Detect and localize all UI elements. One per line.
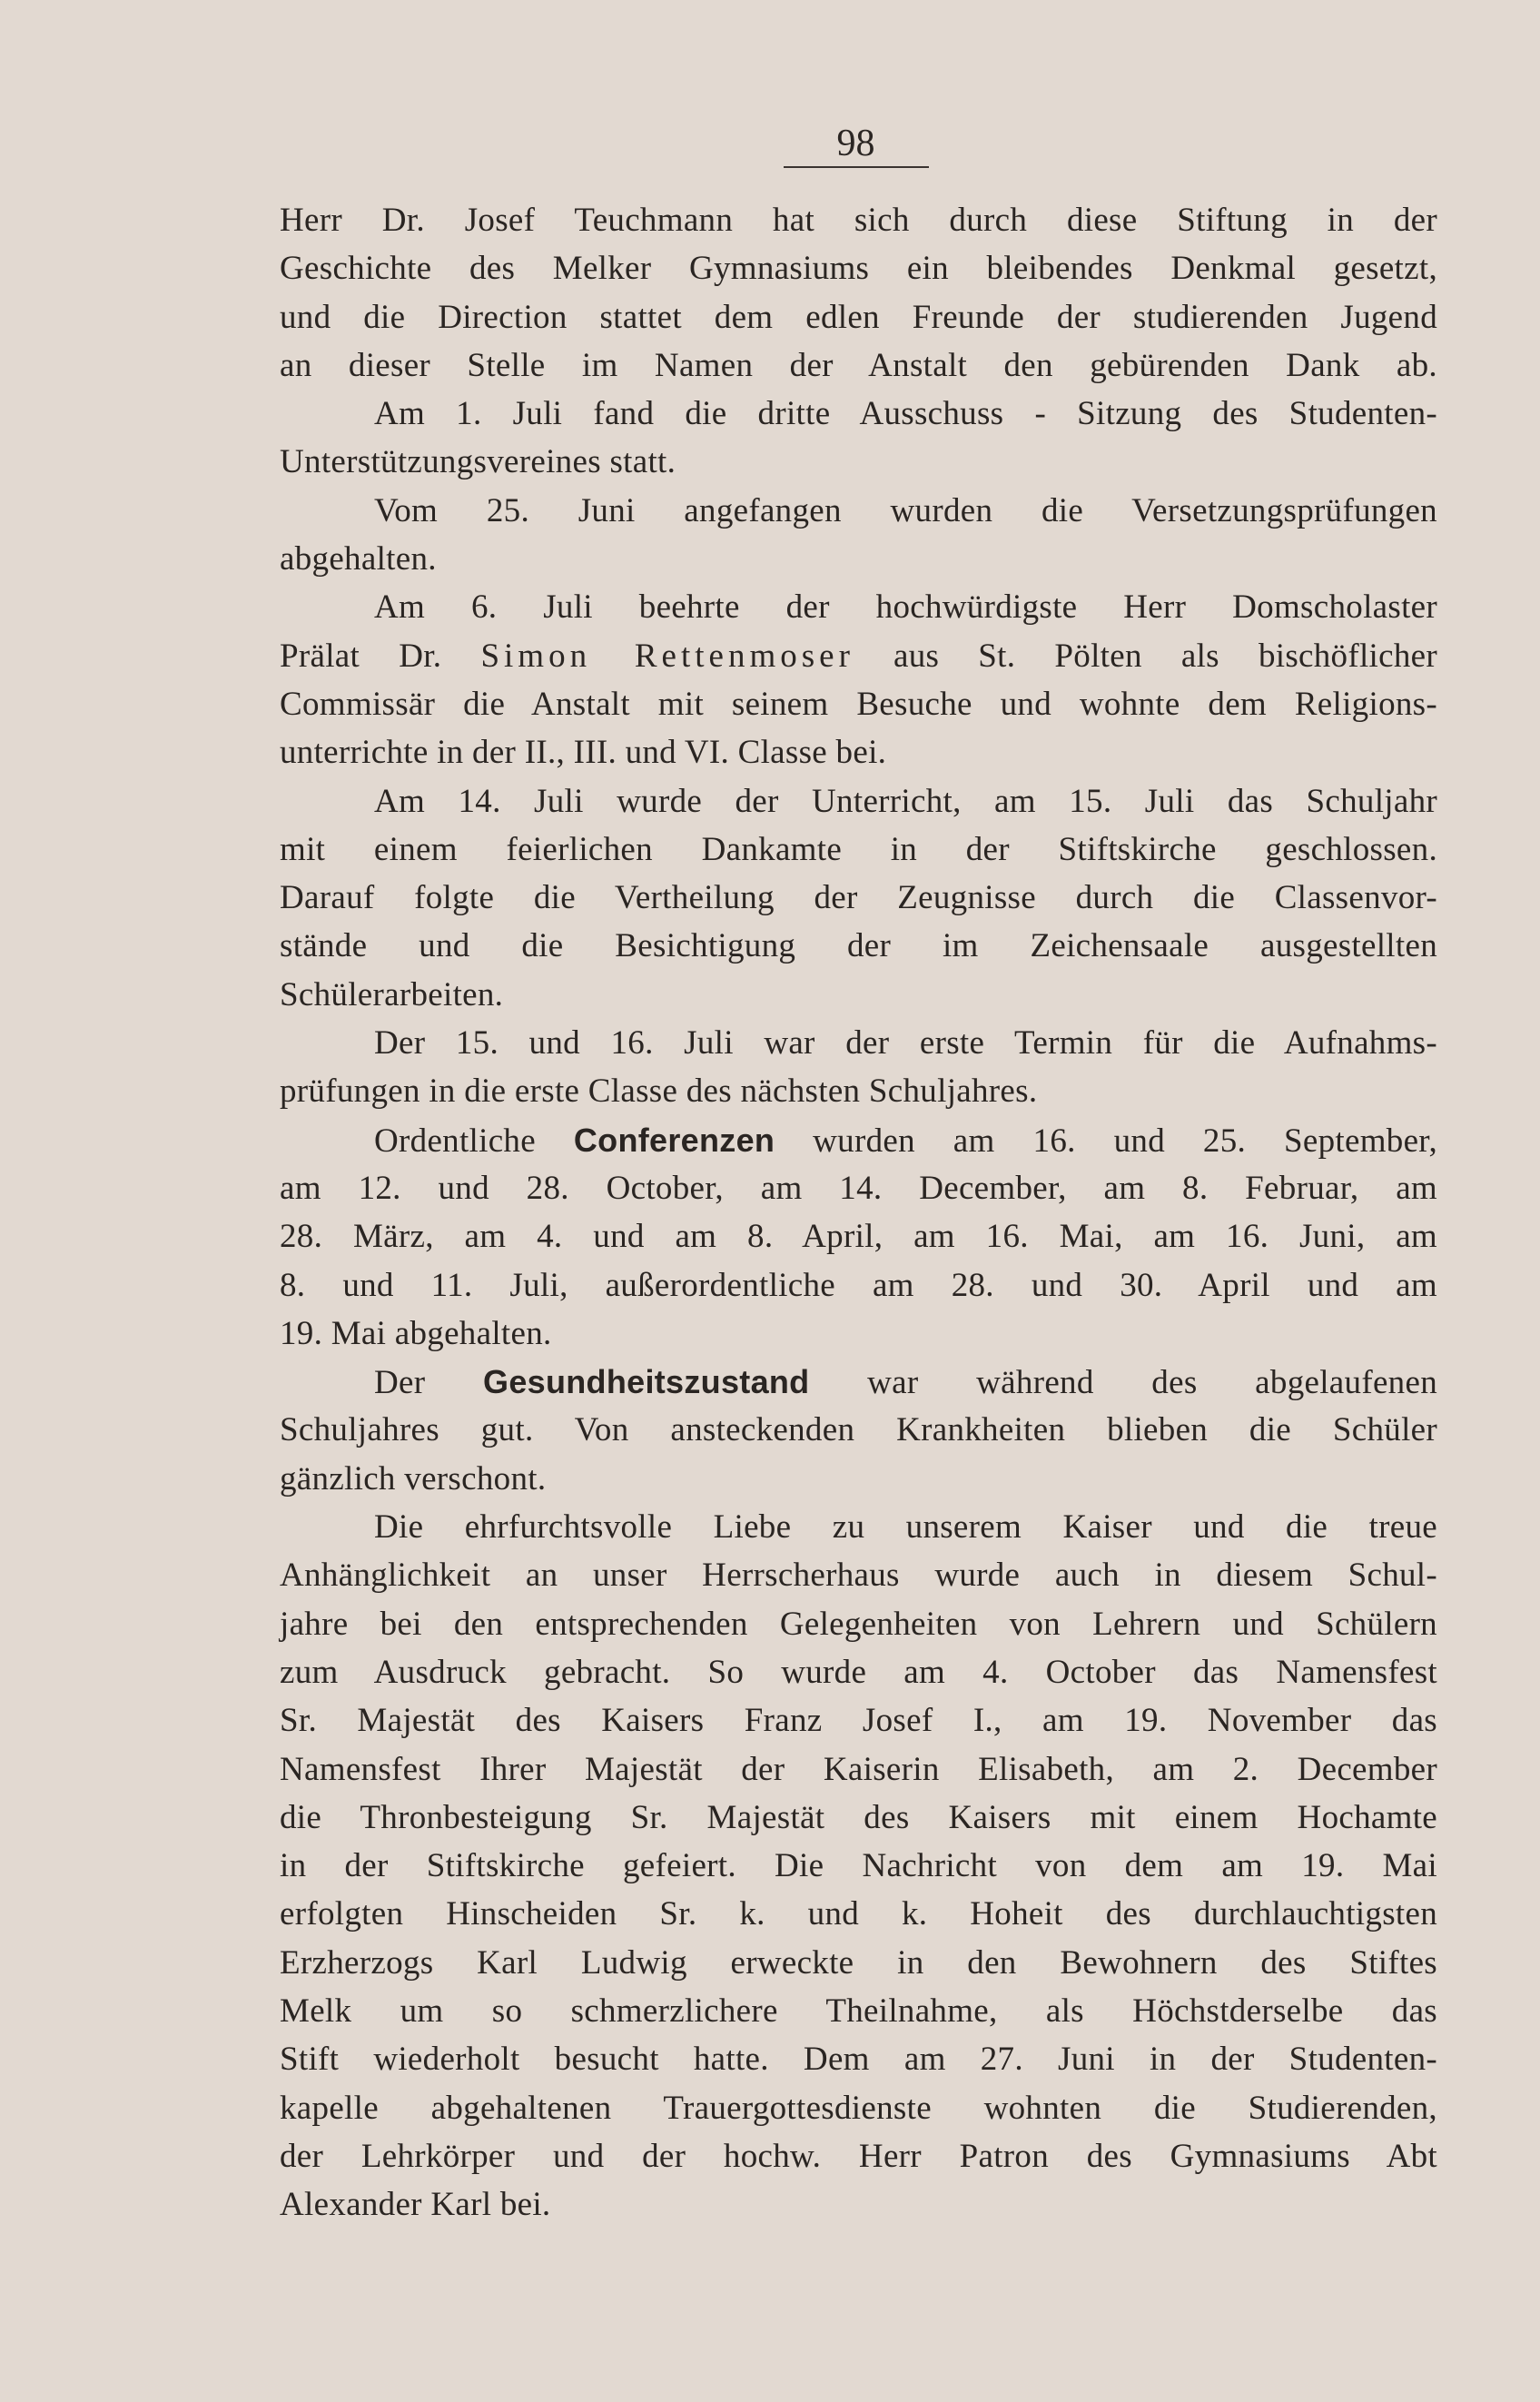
text-line: 28. März, am 4. und am 8. April, am 16. Mai, am 16. Juni, am [280,1218,1437,1256]
text-span: Der [374,1364,484,1402]
text-span: Prälat Dr. [280,637,481,675]
body-text [280,196,1437,2229]
text-line [280,1358,1437,1406]
text-line: Schuljahres gut. Von ansteckenden Krankheiten blieben die Schüler [280,1411,1437,1449]
text-line [280,1116,1437,1164]
text-line: Herr Dr. Josef Teuchmann hat sich durch diese Stiftung in der [280,202,1437,239]
text-line: Der 15. und 16. Juli war der erste Termin für die Aufnahms- [374,1024,1437,1063]
text-line: zum Ausdruck gebracht. So wurde am 4. October das Namensfest [280,1653,1437,1691]
text-line: erfolgten Hinscheiden Sr. k. und k. Hoheit des durchlauchtigsten [280,1895,1437,1933]
text-line: am 12. und 28. October, am 14. December, am 8. Februar, am [280,1169,1437,1207]
text-line: kapelle abgehaltenen Trauergottesdienste wohnten die Studierenden, [280,2089,1437,2127]
text-line: Die ehrfurchtsvolle Liebe zu unserem Kaiser und die treue [374,1508,1437,1547]
text-line: Unterstützungsvereines statt. [280,443,676,481]
text-line: Geschichte des Melker Gymnasiums ein bleibendes Denkmal gesetzt, [280,250,1437,288]
text-span: wurden am 16. und 25. September, [775,1122,1437,1160]
text-line: Commissär die Anstalt mit seinem Besuche und wohnte dem Religions- [280,685,1437,723]
text-span: war während des abgelaufenen [809,1364,1437,1402]
text-line: Namensfest Ihrer Majestät der Kaiserin Elisabeth, am 2. December [280,1750,1437,1788]
text-line: an dieser Stelle im Namen der Anstalt den gebürenden Dank ab. [280,346,1437,384]
page-number-rule [784,166,929,168]
text-line: mit einem feierlichen Dankamte in der Stiftskirche geschlossen. [280,830,1437,868]
text-line: und die Direction stattet dem edlen Freunde der studierenden Jugend [280,298,1437,336]
text-line: Am 1. Juli fand die dritte Ausschuss - Sitzung des Studenten- [374,395,1437,433]
text-line: 8. und 11. Juli, außerordentliche am 28. und 30. April und am [280,1266,1437,1304]
text-line: jahre bei den entsprechenden Gelegenheiten von Lehrern und Schülern [280,1605,1437,1643]
text-line: die Thronbesteigung Sr. Majestät des Kaisers mit einem Hochamte [280,1798,1437,1836]
bold-term: Gesundheitszustand [483,1363,810,1401]
text-line: in der Stiftskirche gefeiert. Die Nachricht von dem am 19. Mai [280,1847,1437,1885]
text-line: unterrichte in der II., III. und VI. Classe bei. [280,734,887,772]
text-line: Melk um so schmerzlichere Theilnahme, als Höchstderselbe das [280,1992,1437,2030]
text-line: Am 6. Juli beehrte der hochwürdigste Herr Domscholaster [374,588,1437,627]
text-line: prüfungen in die erste Classe des nächsten Schuljahres. [280,1072,1038,1111]
text-line [280,632,1437,680]
text-line: gänzlich verschont. [280,1459,547,1498]
text-line: Vom 25. Juni angefangen wurden die Versetzungsprüfungen [374,491,1437,529]
text-line: Stift wiederholt besucht hatte. Dem am 27. Juni in der Studenten- [280,2041,1437,2079]
text-line: Darauf folgte die Vertheilung der Zeugnisse durch die Classenvor- [280,879,1437,917]
text-line: Alexander Karl bei. [280,2186,551,2224]
text-line: Anhänglichkeit an unser Herrscherhaus wurde auch in diesem Schul- [280,1557,1437,1595]
text-span: Ordentliche [374,1122,574,1160]
text-line: 19. Mai abgehalten. [280,1314,552,1352]
spaced-name: Simon Rettenmoser [480,637,854,675]
bold-term: Conferenzen [573,1121,775,1159]
text-line: der Lehrkörper und der hochw. Herr Patron des Gymnasiums Abt [280,2137,1437,2175]
text-span: aus St. Pölten als bischöflicher [854,637,1437,675]
text-line: abgehalten. [280,540,437,578]
text-line: Sr. Majestät des Kaisers Franz Josef I., am 19. November das [280,1702,1437,1740]
text-line: Am 14. Juli wurde der Unterricht, am 15. Juli das Schuljahr [374,782,1437,820]
text-line: Erzherzogs Karl Ludwig erweckte in den Bewohnern des Stiftes [280,1943,1437,1982]
text-line: stände und die Besichtigung der im Zeichensaale ausgestellten [280,927,1437,965]
page-number: 98 [836,123,875,164]
text-line: Schülerarbeiten. [280,975,504,1013]
